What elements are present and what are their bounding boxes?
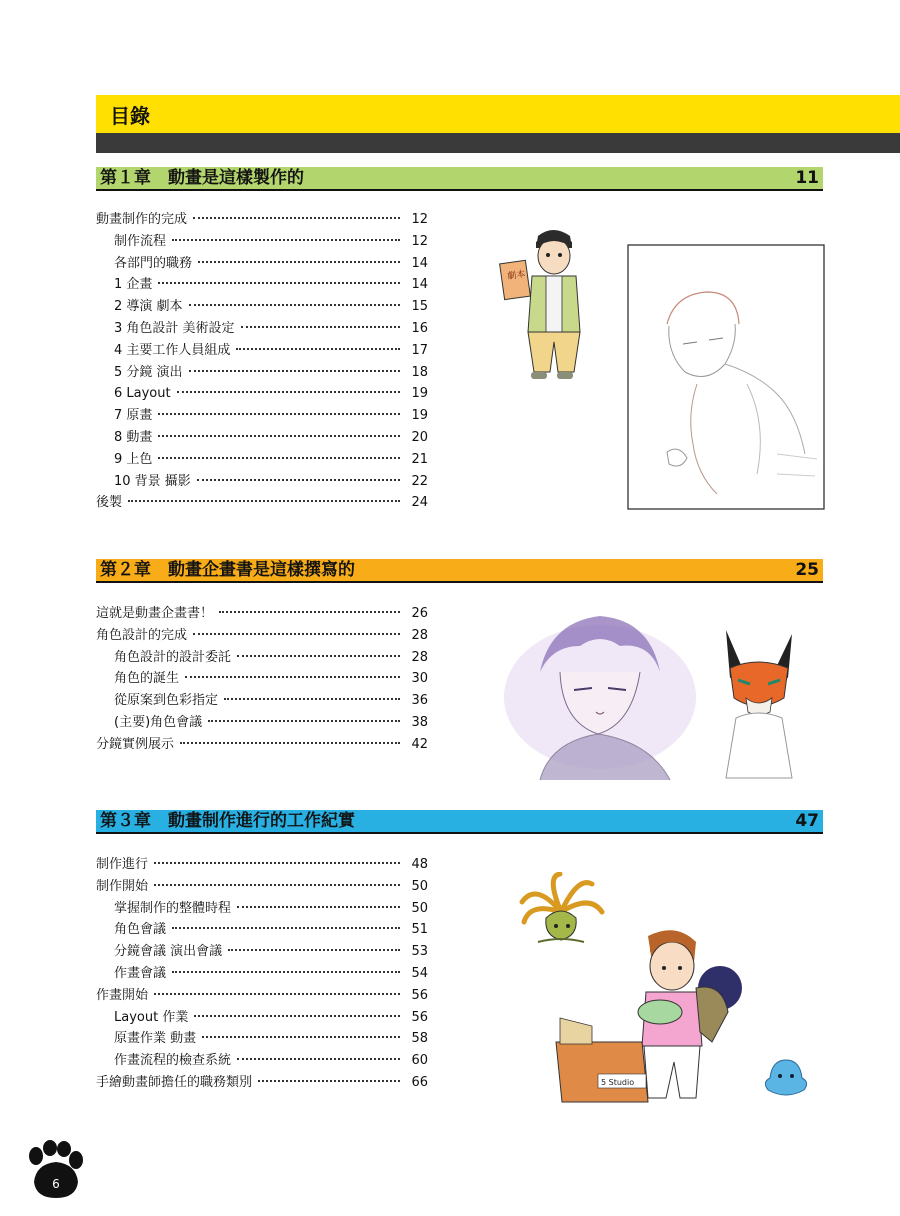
toc-entry[interactable]	[96, 690, 428, 712]
leader-dots	[185, 676, 400, 678]
toc-entry-page: 19	[411, 386, 428, 402]
leader-dots	[172, 239, 400, 241]
character-sketch-illustration	[500, 602, 700, 780]
chapter-3-entries	[96, 854, 428, 1094]
toc-entry-page: 60	[411, 1053, 428, 1069]
toc-entry[interactable]	[96, 427, 428, 449]
toc-entry[interactable]	[96, 1028, 428, 1050]
toc-entry-page: 24	[411, 495, 428, 511]
toc-entry[interactable]	[96, 712, 428, 734]
toc-entry-page: 50	[411, 878, 428, 894]
leader-dots	[219, 611, 400, 613]
toc-entry[interactable]	[96, 963, 428, 985]
leader-dots	[194, 1015, 400, 1017]
leader-dots	[202, 1036, 400, 1038]
toc-entry-page: 14	[411, 255, 428, 271]
toc-entry-page: 28	[411, 649, 428, 665]
toc-entry-page: 26	[411, 606, 428, 621]
toc-entry-page: 42	[411, 736, 428, 752]
toc-entry[interactable]	[96, 362, 428, 384]
chapter-1-page: 11	[795, 168, 819, 188]
toc-entry-label: 制作進行	[96, 857, 149, 872]
leader-dots	[158, 435, 400, 437]
leader-dots	[237, 1058, 400, 1060]
toc-entry-page: 15	[411, 299, 428, 315]
toc-entry[interactable]	[96, 383, 428, 405]
leader-dots	[228, 949, 400, 951]
chapter-3-header[interactable]	[96, 810, 823, 834]
paw-page-number-icon	[24, 1140, 86, 1200]
chapter-1-title: 第１章 動畫是這樣製作的	[100, 168, 304, 188]
toc-entry[interactable]	[96, 603, 428, 625]
toc-entry-page: 20	[411, 429, 428, 445]
chapter-3-title: 第３章 動畫制作進行的工作紀實	[100, 811, 355, 831]
production-worker-illustration	[552, 922, 752, 1106]
toc-entry-label: 各部門的職務	[114, 255, 193, 271]
toc-entry[interactable]	[96, 340, 428, 362]
leader-dots	[154, 862, 400, 864]
toc-entry-page: 30	[411, 671, 428, 687]
box-label-text: 5 Studio	[601, 1078, 635, 1087]
toc-entry-label: 制作流程	[114, 233, 167, 249]
leader-dots	[172, 971, 400, 973]
toc-entry[interactable]	[96, 876, 428, 898]
toc-entry-page: 22	[411, 473, 428, 489]
leader-dots	[237, 655, 400, 657]
leader-dots	[158, 282, 400, 284]
toc-entry-label: 2 導演 劇本	[114, 299, 183, 315]
leader-dots	[237, 906, 400, 908]
chapter-2-page: 25	[795, 560, 819, 580]
leader-dots	[177, 391, 400, 393]
toc-entry[interactable]	[96, 854, 428, 876]
toc-entry[interactable]	[96, 405, 428, 427]
toc-entry[interactable]	[96, 231, 428, 253]
toc-entry-label: 從原案到色彩指定	[114, 693, 219, 709]
sketch-frame-illustration	[627, 244, 825, 510]
toc-entry[interactable]	[96, 734, 428, 756]
toc-entry[interactable]	[96, 985, 428, 1007]
toc-entry[interactable]	[96, 898, 428, 920]
toc-entry-label: 角色會議	[114, 922, 167, 938]
toc-entry[interactable]	[96, 296, 428, 318]
toc-entry-label: 5 分鏡 演出	[114, 364, 183, 380]
toc-entry-label: 10 背景 攝影	[114, 473, 191, 489]
toc-entry[interactable]	[96, 274, 428, 296]
leader-dots	[189, 370, 400, 372]
toc-entry-label: 8 動畫	[114, 429, 153, 445]
toc-entry-label: 這就是動畫企畫書！	[96, 606, 214, 621]
toc-entry-page: 38	[411, 714, 428, 730]
toc-entry-label: 3 角色設計 美術設定	[114, 320, 235, 336]
blue-blob-creature-illustration	[762, 1058, 810, 1098]
toc-entry-label: 手繪動畫師擔任的職務類別	[96, 1074, 253, 1090]
toc-entry[interactable]	[96, 625, 428, 647]
leader-dots	[241, 326, 400, 328]
leader-dots	[154, 993, 400, 995]
toc-entry[interactable]	[96, 492, 428, 514]
leader-dots	[180, 742, 400, 744]
toc-entry-page: 56	[411, 987, 428, 1003]
leader-dots	[236, 348, 400, 350]
toc-entry-label: 掌握制作的整體時程	[114, 900, 232, 916]
toc-entry[interactable]	[96, 1072, 428, 1094]
toc-entry-label: 作畫流程的檢查系統	[114, 1053, 232, 1069]
toc-entry-label: 動畫制作的完成	[96, 212, 188, 227]
toc-entry-label: 角色的誕生	[114, 671, 180, 687]
toc-entry-label: 角色設計的設計委託	[114, 649, 232, 665]
script-sign-text: 劇本	[506, 269, 527, 282]
toc-entry-page: 50	[411, 900, 428, 916]
toc-entry[interactable]	[96, 919, 428, 941]
toc-entry-page: 48	[411, 857, 428, 872]
toc-entry-page: 54	[411, 965, 428, 981]
toc-entry-label: 分鏡實例展示	[96, 736, 175, 752]
toc-entry-page: 58	[411, 1031, 428, 1047]
leader-dots	[128, 500, 400, 502]
leader-dots	[208, 720, 400, 722]
toc-entry-label: 7 原畫	[114, 408, 153, 424]
leader-dots	[193, 217, 400, 219]
toc-entry-page: 14	[411, 277, 428, 293]
toc-entry-page: 36	[411, 693, 428, 709]
leader-dots	[193, 633, 400, 635]
chapter-2-title: 第２章 動畫企畫書是這樣撰寫的	[100, 560, 355, 580]
toc-entry-page: 19	[411, 408, 428, 424]
toc-entry[interactable]	[96, 647, 428, 669]
toc-entry-page: 12	[411, 233, 428, 249]
leader-dots	[189, 304, 400, 306]
chapter-3-page: 47	[795, 811, 819, 831]
toc-entry[interactable]	[96, 253, 428, 275]
toc-title: 目錄	[110, 104, 150, 128]
toc-entry-label: 分鏡會議 演出會議	[114, 944, 223, 960]
toc-entry-label: 角色設計的完成	[96, 627, 188, 643]
toc-entry[interactable]	[96, 941, 428, 963]
chapter-1-header[interactable]	[96, 167, 823, 191]
header-divider-bar	[96, 133, 900, 153]
toc-entry-page: 51	[411, 922, 428, 938]
toc-entry-label: (主要)角色會議	[114, 714, 203, 730]
toc-entry[interactable]	[96, 209, 428, 231]
page-number: 6	[52, 1177, 60, 1191]
toc-entry-label: 9 上色	[114, 451, 153, 467]
toc-entry[interactable]	[96, 471, 428, 493]
leader-dots	[198, 261, 400, 263]
toc-entry-page: 56	[411, 1009, 428, 1025]
toc-entry-label: Layout 作業	[114, 1009, 189, 1025]
toc-entry-page: 17	[411, 342, 428, 358]
toc-entry-page: 53	[411, 944, 428, 960]
leader-dots	[172, 927, 400, 929]
toc-entry[interactable]	[96, 1050, 428, 1072]
toc-header-bar	[96, 95, 900, 133]
chapter-2-header[interactable]	[96, 559, 823, 583]
toc-entry-label: 原畫作業 動畫	[114, 1031, 197, 1047]
leader-dots	[224, 698, 400, 700]
toc-entry[interactable]	[96, 1007, 428, 1029]
leader-dots	[258, 1080, 400, 1082]
toc-entry-page: 66	[411, 1074, 428, 1090]
leader-dots	[197, 479, 400, 481]
leader-dots	[158, 413, 400, 415]
chapter-2-entries	[96, 603, 428, 756]
toc-entry-label: 4 主要工作人員組成	[114, 342, 231, 358]
leader-dots	[158, 457, 400, 459]
toc-entry-label: 1 企畫	[114, 277, 153, 293]
toc-entry-label: 作畫開始	[96, 987, 149, 1003]
fox-character-illustration	[716, 628, 800, 780]
toc-entry-page: 16	[411, 320, 428, 336]
toc-entry-page: 18	[411, 364, 428, 380]
leader-dots	[154, 884, 400, 886]
director-illustration	[498, 222, 598, 387]
toc-entry[interactable]	[96, 668, 428, 690]
toc-entry-page: 28	[411, 627, 428, 643]
toc-entry-label: 作畫會議	[114, 965, 167, 981]
toc-entry[interactable]	[96, 449, 428, 471]
toc-entry-label: 後製	[96, 495, 123, 511]
chapter-1-entries	[96, 209, 428, 514]
toc-entry-page: 21	[411, 451, 428, 467]
toc-entry-label: 6 Layout	[114, 386, 171, 402]
toc-entry[interactable]	[96, 318, 428, 340]
toc-entry-label: 制作開始	[96, 878, 149, 894]
toc-entry-page: 12	[411, 212, 428, 227]
